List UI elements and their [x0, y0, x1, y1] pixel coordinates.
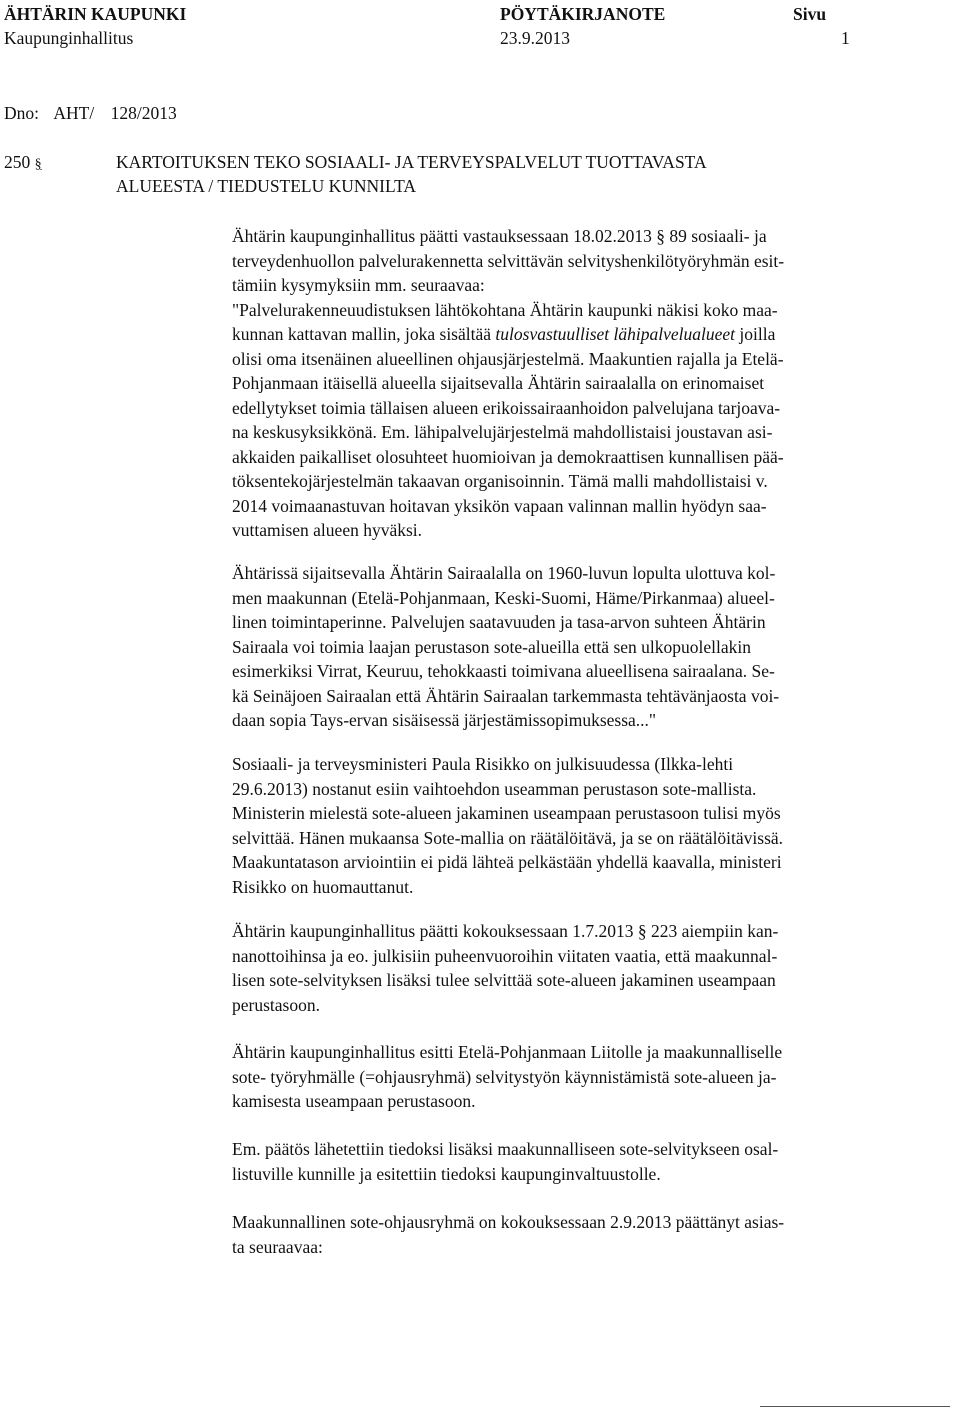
paragraph-4 [232, 919, 932, 1017]
text-line: perustasoon. [232, 994, 320, 1015]
text-line: listuville kunnille ja esitettiin tiedoksi kaupunginvaltuustolle. [232, 1163, 661, 1184]
text-line: Maakunnallinen sote-ohjausryhmä on kokouksessaan 2.9.2013 päättänyt asias- [232, 1212, 785, 1232]
text-line: akkaiden paikalliset olosuhteet huomioivan ja demokraattisen kunnallisen pää- [232, 446, 784, 467]
item-number-block [4, 150, 42, 177]
dno-code: AHT/ [53, 103, 95, 123]
text-line: nanottoihinsa ja eo. julkisiin puheenvuoroihin viitaten vaatia, että maakunnal- [232, 945, 778, 966]
paragraph-7 [232, 1210, 932, 1259]
dno-label: Dno: [4, 103, 39, 123]
page-number: 1 [841, 28, 850, 48]
text-line: selvittää. Hänen mukaansa Sote-mallia on räätälöitävä, ja se on räätälöitävissä. [232, 827, 784, 848]
org-name: ÄHTÄRIN KAUPUNKI [4, 4, 187, 24]
text-line: Risikko on huomauttanut. [232, 876, 414, 897]
header-left [4, 2, 186, 50]
text-line: Ähtärin kaupunginhallitus päätti kokouksessaan 1.7.2013 § 223 aiempiin kan- [232, 921, 779, 941]
text-line: na keskusyksikkönä. Em. lähipalvelujärjestelmä mahdollistaisi joustavan asi- [232, 422, 773, 442]
dno-number: 128/2013 [110, 103, 177, 123]
text-segment: kunnan kattavan mallin, joka sisältää [232, 324, 496, 344]
text-line: daan sopia Tays-ervan sisäisessä järjestämissopimuksessa..." [232, 710, 657, 730]
text-line: Ähtärin kaupunginhallitus päätti vastauksessaan 18.02.2013 § 89 sosiaali- ja [232, 226, 767, 246]
header-middle [500, 2, 665, 50]
footer-rule [760, 1406, 950, 1407]
body-name: Kaupunginhallitus [4, 28, 134, 48]
item-title-line2: ALUEESTA / TIEDUSTELU KUNNILTA [116, 176, 417, 196]
text-line: Ministerin mielestä sote-alueen jakaminen useampaan perustasoon tulisi myös [232, 803, 781, 823]
text-line: Ähtärissä sijaitsevalla Ähtärin Sairaalalla on 1960-luvun lopulta ulottuva kol- [232, 563, 776, 583]
text-line: 2014 voimaanastuvan hoitavan yksikön vapaan valinnan mallin hyödyn saa- [232, 495, 767, 516]
paragraph-6 [232, 1137, 932, 1186]
text-line-mixed [232, 322, 932, 347]
text-line: Ähtärin kaupunginhallitus esitti Etelä-Pohjanmaan Liitolle ja maakunnalliselle [232, 1042, 783, 1062]
doc-type: PÖYTÄKIRJANOTE [500, 4, 666, 24]
text-line: ta seuraavaa: [232, 1236, 323, 1257]
paragraph-5 [232, 1040, 932, 1114]
text-line: sote- työryhmälle (=ohjausryhmä) selvitystyön käynnistämistä sote-alueen ja- [232, 1066, 777, 1087]
text-line: Sairaala voi toimia laajan perustason sote-alueilla että sen ulkopuolellakin [232, 636, 752, 657]
item-title [116, 150, 707, 198]
text-line: edellytykset toimia tällaisen alueen erikoissairaanhoidon palvelujana tarjoava- [232, 397, 781, 418]
item-title-line1: KARTOITUKSEN TEKO SOSIAALI- JA TERVEYSPALVELUT TUOTTAVASTA [116, 152, 707, 172]
item-number: 250 [4, 152, 31, 172]
doc-date: 23.9.2013 [500, 28, 570, 48]
text-segment: joilla [735, 324, 776, 344]
text-line: Pohjanmaan itäisellä alueella sijaitsevalla Ähtärin sairaalalla on erinomaiset [232, 373, 765, 393]
text-line: Maakuntatason arviointiin ei pidä lähteä pelkästään yhdellä kaavalla, ministeri [232, 852, 782, 872]
italic-term: tulosvastuulliset lähipalvelualueet [495, 324, 736, 344]
text-line: 29.6.2013) nostanut esiin vaihtoehdon useamman perustason sote-mallista. [232, 778, 757, 799]
section-sign: § [34, 157, 42, 172]
text-line: esimerkiksi Virrat, Keuruu, tehokkaasti toimivana alueellisena sairaalana. Se- [232, 661, 775, 681]
paragraph-2 [232, 561, 932, 733]
text-line: linen toimintaperinne. Palvelujen saatavuuden ja tasa-arvon suhteen Ähtärin [232, 612, 766, 632]
text-line: kamisesta useampaan perustasoon. [232, 1091, 476, 1111]
paragraph-1 [232, 224, 932, 543]
header-right [793, 2, 850, 50]
text-line: vuttamisen alueen hyväksi. [232, 520, 423, 540]
text-line: Sosiaali- ja terveysministeri Paula Risikko on julkisuudessa (Ilkka-lehti [232, 754, 734, 774]
text-line: terveydenhuollon palvelurakennetta selvittävän selvityshenkilötyöryhmän esit- [232, 250, 785, 271]
text-line: lisen sote-selvityksen lisäksi tulee selvittää sote-alueen jakaminen useampaan [232, 970, 776, 990]
text-line: töksentekojärjestelmän takaavan organisoinnin. Tämä malli mahdollistaisi v. [232, 471, 768, 491]
text-line: olisi oma itsenäinen alueellinen ohjausjärjestelmä. Maakuntien rajalla ja Etelä- [232, 348, 784, 369]
paragraph-3 [232, 752, 932, 899]
text-line: tämiin kysymyksiin mm. seuraavaa: [232, 275, 485, 295]
text-line: kä Seinäjoen Sairaalan että Ähtärin Sairaalan tarkemmasta tehtävänjaosta voi- [232, 685, 780, 706]
text-line: "Palvelurakenneuudistuksen lähtökohtana Ähtärin kaupunki näkisi koko maa- [232, 299, 778, 320]
text-line: men maakunnan (Etelä-Pohjanmaan, Keski-Suomi, Häme/Pirkanmaa) alueel- [232, 587, 775, 608]
page-label: Sivu [793, 4, 827, 24]
dno-line [4, 101, 177, 125]
text-line: Em. päätös lähetettiin tiedoksi lisäksi maakunnalliseen sote-selvitykseen osal- [232, 1139, 779, 1159]
